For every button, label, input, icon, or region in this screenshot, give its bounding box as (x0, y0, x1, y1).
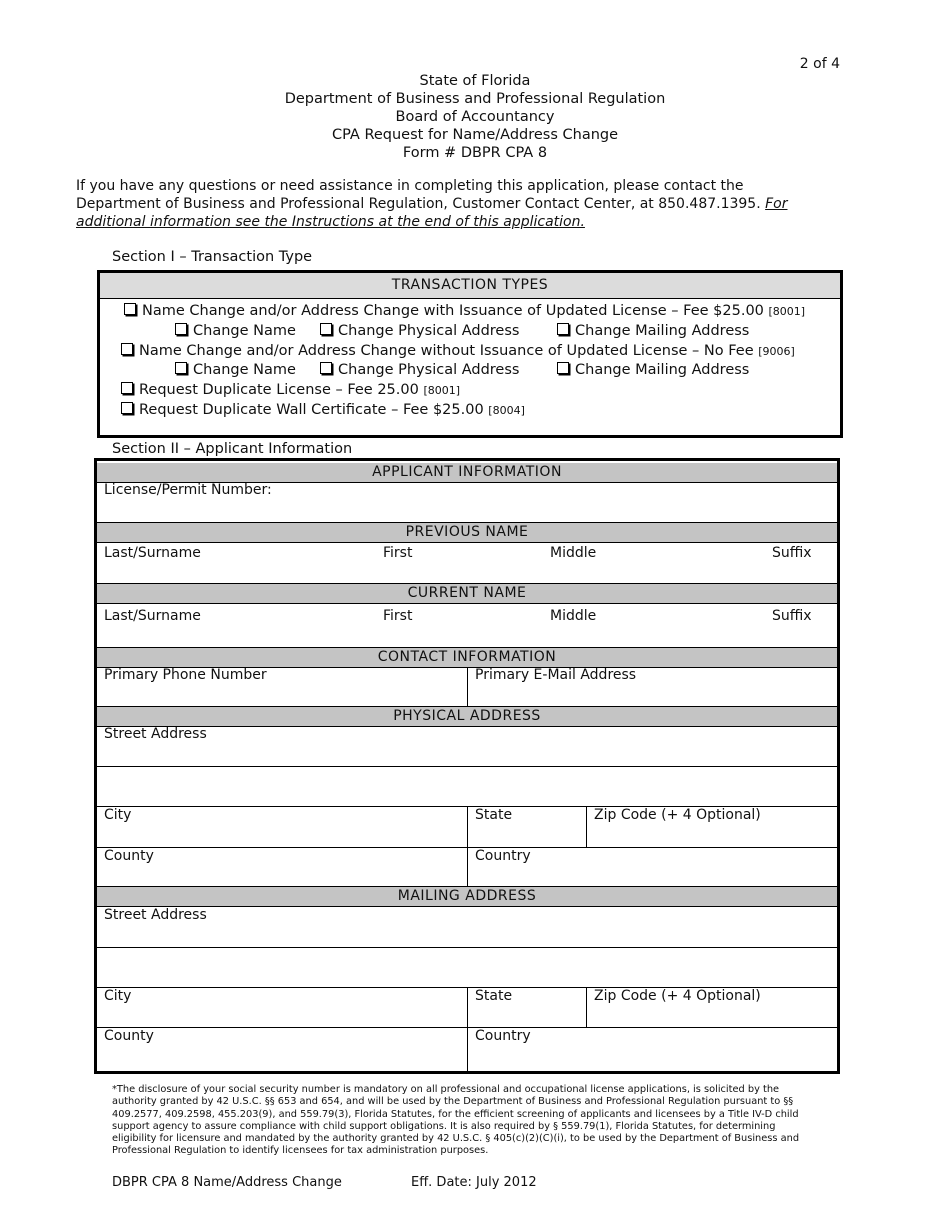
physical-street-field-2[interactable] (97, 767, 837, 806)
transaction-types-header: TRANSACTION TYPES (100, 273, 840, 299)
email-field[interactable] (468, 667, 837, 707)
mailing-country-field[interactable] (468, 1028, 837, 1071)
header-form-number: Form # DBPR CPA 8 (402, 145, 548, 161)
physical-state-field[interactable] (468, 807, 586, 847)
mailing-street-field[interactable] (97, 907, 837, 947)
previous-last-label: Last/Surname (104, 545, 201, 561)
checkbox-icon[interactable] (320, 323, 332, 335)
mailing-city-field[interactable] (97, 988, 467, 1027)
applicant-header: APPLICANT INFORMATION (97, 463, 837, 483)
footer-eff-date: Eff. Date: July 2012 (411, 1175, 537, 1190)
current-first-label: First (383, 608, 413, 624)
option-code: [8001] (768, 305, 806, 318)
header-board: Board of Accountancy (395, 109, 555, 125)
checkbox-icon[interactable] (175, 323, 187, 335)
sub-label: Change Name (193, 362, 296, 378)
page-number: 2 of 4 (799, 56, 840, 72)
option-with-license[interactable] (124, 303, 805, 319)
mailing-zip-field[interactable] (587, 988, 837, 1027)
checkbox-icon[interactable] (121, 382, 133, 394)
phone-label: Primary Phone Number (104, 667, 267, 683)
option-label: Request Duplicate License – Fee 25.00 (139, 382, 419, 398)
option-label: Request Duplicate Wall Certificate – Fee $25.00 (139, 402, 484, 418)
intro-text: If you have any questions or need assistance in completing this application, please contact the Department of Business and Professional Regulation, Customer Contact Center, at 850.487.1395. (76, 178, 761, 212)
mailing-address-header: MAILING ADDRESS (97, 886, 837, 907)
mailing-county-field[interactable] (97, 1028, 467, 1071)
checkbox-icon[interactable] (175, 362, 187, 374)
physical-address-header: PHYSICAL ADDRESS (97, 706, 837, 727)
physical-zip-field[interactable] (587, 807, 837, 847)
physical-country-field[interactable] (468, 848, 837, 887)
checkbox-icon[interactable] (320, 362, 332, 374)
option-label: Name Change and/or Address Change without Issuance of Updated License – No Fee (139, 343, 754, 359)
previous-suffix-label: Suffix (772, 545, 812, 561)
physical-street-label: Street Address (104, 726, 207, 742)
sub-change-physical-2[interactable] (320, 362, 519, 378)
intro-instructions-link: For additional information see the Instructions at the end of this application. (76, 196, 788, 230)
mailing-state-field[interactable] (468, 988, 586, 1027)
sub-label: Change Physical Address (338, 323, 520, 339)
mailing-street-label: Street Address (104, 907, 207, 923)
option-duplicate-certificate[interactable] (121, 402, 525, 418)
checkbox-icon[interactable] (121, 402, 133, 414)
previous-name-header: PREVIOUS NAME (97, 522, 837, 543)
sub-label: Change Mailing Address (575, 323, 750, 339)
ssn-disclosure-footnote: *The disclosure of your social security number is mandatory on all professional and occupational license applications, is solicited by the authority granted by 42 U.S.C. §§ 653 and 654, and will be used by the Department of Business and Professional Regulation pursuant to §§ 409.2577, 409.2598, 455.203(9), and 559.79(3), Florida Statutes, for the efficient screening of applicants and licensees by a Title IV-D child support agency to assure compliance with child support obligations. It is also required by § 559.79(1), Florida Statutes, for determining eligibility for licensure and mandated by the authority granted by 42 U.S.C. § 405(c)(2)(C)(i), to be used by the Department of Business and Professional Regulation to identify licensees for tax administration purposes. (112, 1084, 800, 1157)
header-department: Department of Business and Professional Regulation (284, 91, 666, 107)
license-number-field[interactable] (97, 481, 837, 521)
option-code: [8004] (488, 404, 525, 417)
sub-change-name-2[interactable] (175, 362, 296, 378)
email-label: Primary E-Mail Address (475, 667, 637, 683)
section1-title: Section I – Transaction Type (112, 249, 313, 265)
current-last-label: Last/Surname (104, 608, 201, 624)
previous-middle-label: Middle (550, 545, 597, 561)
header-state: State of Florida (419, 73, 531, 89)
sub-change-physical-1[interactable] (320, 323, 519, 339)
checkbox-icon[interactable] (121, 343, 133, 355)
option-without-license[interactable] (121, 343, 795, 359)
mailing-zip-label: Zip Code (+ 4 Optional) (594, 988, 761, 1004)
mailing-county-label: County (104, 1028, 154, 1044)
option-code: [9006] (758, 345, 795, 358)
previous-first-label: First (383, 545, 413, 561)
sub-label: Change Physical Address (338, 362, 520, 378)
sub-change-mailing-2[interactable] (557, 362, 749, 378)
checkbox-icon[interactable] (557, 362, 569, 374)
phone-field[interactable] (97, 667, 467, 707)
previous-name-field[interactable] (97, 543, 837, 581)
intro-paragraph (76, 177, 821, 231)
option-duplicate-license[interactable] (121, 382, 460, 398)
mailing-city-label: City (104, 988, 132, 1004)
mailing-country-label: Country (475, 1028, 531, 1044)
sub-label: Change Name (193, 323, 296, 339)
current-name-header: CURRENT NAME (97, 583, 837, 604)
physical-zip-label: Zip Code (+ 4 Optional) (594, 807, 761, 823)
current-middle-label: Middle (550, 608, 597, 624)
checkbox-icon[interactable] (124, 303, 136, 315)
transaction-types-box (97, 270, 843, 438)
section2-title: Section II – Applicant Information (112, 441, 353, 457)
physical-city-label: City (104, 807, 132, 823)
physical-state-label: State (475, 807, 513, 823)
physical-county-label: County (104, 848, 154, 864)
contact-header: CONTACT INFORMATION (97, 647, 837, 668)
applicant-information-box (94, 458, 840, 1074)
mailing-state-label: State (475, 988, 513, 1004)
option-label: Name Change and/or Address Change with Issuance of Updated License – Fee $25.00 (142, 303, 764, 319)
mailing-street-field-2[interactable] (97, 948, 837, 987)
current-suffix-label: Suffix (772, 608, 812, 624)
sub-change-name-1[interactable] (175, 323, 296, 339)
sub-change-mailing-1[interactable] (557, 323, 749, 339)
physical-street-field[interactable] (97, 727, 837, 767)
physical-city-field[interactable] (97, 807, 467, 847)
footer-form-name: DBPR CPA 8 Name/Address Change (112, 1175, 342, 1190)
checkbox-icon[interactable] (557, 323, 569, 335)
physical-county-field[interactable] (97, 848, 467, 887)
option-code: [8001] (423, 384, 461, 397)
header-form-title: CPA Request for Name/Address Change (331, 127, 619, 143)
sub-label: Change Mailing Address (575, 362, 750, 378)
license-number-label: License/Permit Number: (104, 482, 272, 498)
current-name-field[interactable] (97, 604, 837, 646)
physical-country-label: Country (475, 848, 531, 864)
